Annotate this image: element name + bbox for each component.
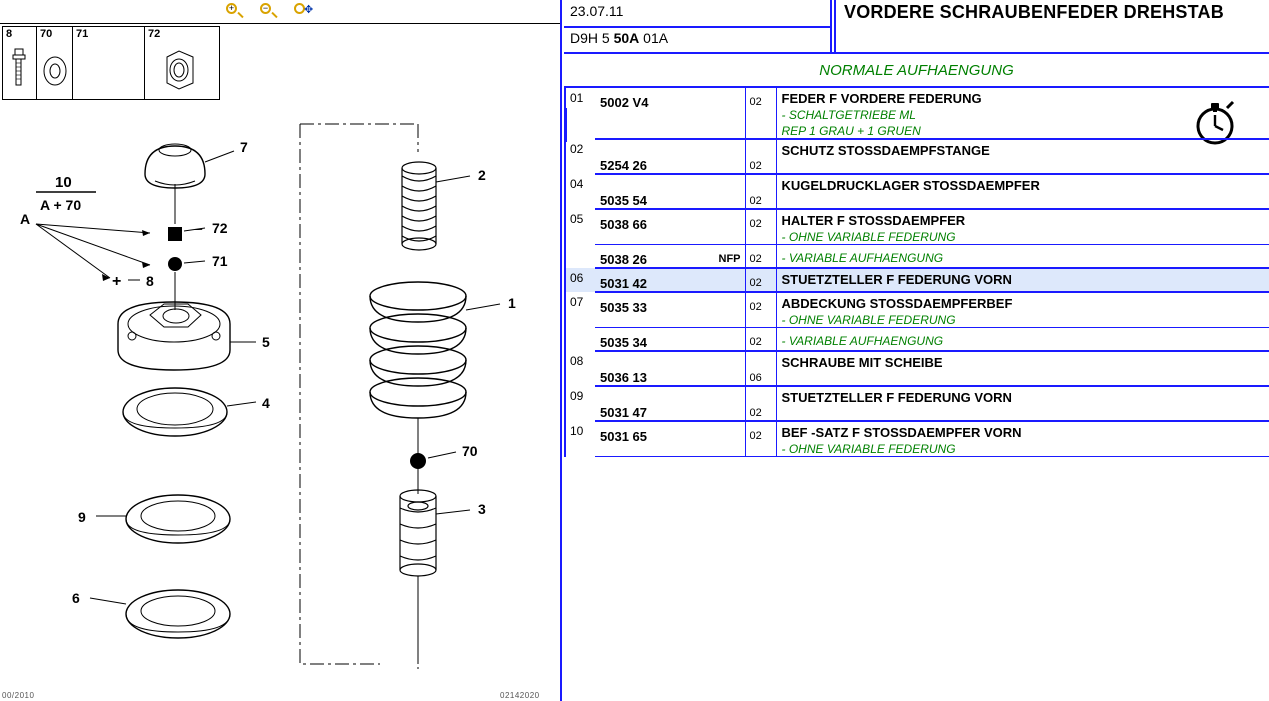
cell-position bbox=[565, 209, 595, 245]
cell-position bbox=[565, 328, 595, 352]
quantity-value: 02 bbox=[749, 430, 762, 442]
table-row-selected[interactable] bbox=[565, 268, 1269, 292]
table-row[interactable] bbox=[565, 386, 1269, 421]
parts-table bbox=[564, 88, 1269, 457]
cell-position bbox=[565, 88, 595, 139]
cell-reference bbox=[595, 351, 745, 386]
description-note: - SCHALTGETRIEBE ML bbox=[781, 108, 916, 122]
svg-text:A + 70: A + 70 bbox=[40, 197, 82, 213]
svg-text:70: 70 bbox=[462, 443, 478, 459]
reference-number: 5035 54 bbox=[600, 193, 647, 208]
exploded-parts-diagram[interactable] bbox=[0, 24, 560, 700]
cell-description bbox=[776, 245, 1269, 269]
cell-reference bbox=[595, 386, 745, 421]
description-note: REP 1 GRAU + 1 GRUEN bbox=[781, 124, 921, 138]
svg-text:72: 72 bbox=[212, 220, 228, 236]
cell-quantity bbox=[745, 421, 776, 457]
cell-reference bbox=[595, 245, 745, 269]
reference-number: 5002 V4 bbox=[600, 95, 649, 110]
legend-number: 72 bbox=[148, 28, 161, 40]
table-row-variant[interactable] bbox=[565, 328, 1269, 352]
position-number: 08 bbox=[570, 354, 584, 368]
reference-number: 5038 66 bbox=[600, 217, 647, 232]
reference-number: 5035 33 bbox=[600, 300, 647, 315]
description-text: ABDECKUNG STOSSDAEMPFERBEF bbox=[781, 296, 1013, 311]
zoom-out-icon[interactable] bbox=[259, 1, 281, 21]
description-text: STUETZTELLER F FEDERUNG VORN bbox=[781, 390, 1012, 405]
table-row-variant[interactable] bbox=[565, 245, 1269, 269]
quantity-value: 02 bbox=[749, 160, 762, 172]
minus-sign: − bbox=[262, 2, 269, 13]
svg-text:+: + bbox=[112, 273, 122, 290]
svg-text:4: 4 bbox=[262, 395, 270, 411]
position-number: 02 bbox=[570, 142, 584, 156]
svg-text:6: 6 bbox=[72, 590, 80, 606]
cell-reference bbox=[595, 421, 745, 457]
cell-position bbox=[565, 421, 595, 457]
cell-description bbox=[776, 209, 1269, 245]
quantity-value: 02 bbox=[749, 336, 762, 348]
reference-number: 5254 26 bbox=[600, 158, 647, 173]
header-code-prefix: D9H 5 bbox=[570, 30, 614, 46]
position-number: 04 bbox=[570, 177, 584, 191]
quantity-value: 02 bbox=[749, 277, 762, 289]
description-text: FEDER F VORDERE FEDERUNG bbox=[781, 91, 982, 106]
cell-description bbox=[776, 292, 1269, 328]
position-number: 07 bbox=[570, 295, 584, 309]
cell-quantity bbox=[745, 351, 776, 386]
quantity-value: 02 bbox=[749, 96, 762, 108]
svg-text:A: A bbox=[20, 211, 31, 227]
svg-text:71: 71 bbox=[212, 253, 228, 269]
cell-description bbox=[776, 88, 1269, 139]
quantity-value: 02 bbox=[749, 407, 762, 419]
header-title-cell bbox=[834, 0, 1269, 54]
description-text: SCHRAUBE MIT SCHEIBE bbox=[781, 355, 943, 370]
cell-description bbox=[776, 421, 1269, 457]
diagram-pane bbox=[0, 0, 562, 701]
table-row[interactable] bbox=[565, 174, 1269, 209]
plus-sign: + bbox=[228, 2, 235, 13]
position-number: 09 bbox=[570, 389, 584, 403]
header-date: 23.07.11 bbox=[570, 3, 624, 19]
cell-quantity bbox=[745, 174, 776, 209]
position-number: 10 bbox=[570, 424, 584, 438]
nfp-flag: NFP bbox=[718, 253, 741, 265]
cell-position bbox=[565, 351, 595, 386]
svg-text:3: 3 bbox=[478, 501, 486, 517]
page-title: VORDERE SCHRAUBENFEDER DREHSTAB bbox=[844, 2, 1224, 22]
zoom-in-icon[interactable] bbox=[225, 1, 247, 21]
reference-number: 5031 42 bbox=[600, 276, 647, 291]
cell-quantity bbox=[745, 209, 776, 245]
sub-header-label: NORMALE AUFHAENGUNG bbox=[819, 62, 1014, 79]
legend-number: 70 bbox=[40, 28, 53, 40]
reference-number: 5035 34 bbox=[600, 335, 647, 350]
header-code-bold: 50A bbox=[613, 30, 640, 46]
table-row[interactable] bbox=[565, 421, 1269, 457]
cell-position bbox=[565, 245, 595, 269]
cell-position bbox=[565, 139, 595, 174]
cell-description bbox=[776, 328, 1269, 352]
table-row[interactable] bbox=[565, 209, 1269, 245]
description-note: - VARIABLE AUFHAENGUNG bbox=[781, 251, 944, 265]
svg-text:2: 2 bbox=[478, 167, 486, 183]
cell-quantity bbox=[745, 292, 776, 328]
cell-reference bbox=[595, 292, 745, 328]
description-text: KUGELDRUCKLAGER STOSSDAEMPFER bbox=[781, 178, 1040, 193]
zoom-pan-icon[interactable] bbox=[293, 1, 315, 21]
cell-quantity bbox=[745, 245, 776, 269]
diagram-code-left: 00/2010 bbox=[2, 691, 35, 700]
quantity-value: 06 bbox=[749, 372, 762, 384]
cell-reference bbox=[595, 174, 745, 209]
table-row[interactable] bbox=[565, 351, 1269, 386]
header-left-block bbox=[564, 0, 832, 54]
header-code-suffix: 01A bbox=[639, 30, 669, 46]
cell-description bbox=[776, 386, 1269, 421]
svg-text:10: 10 bbox=[55, 174, 72, 191]
description-text: HALTER F STOSSDAEMPFER bbox=[781, 213, 966, 228]
magnifier-handle bbox=[237, 12, 243, 18]
cell-quantity bbox=[745, 328, 776, 352]
table-row[interactable] bbox=[565, 292, 1269, 328]
parts-header bbox=[564, 0, 1269, 54]
description-note: - OHNE VARIABLE FEDERUNG bbox=[781, 230, 956, 244]
cell-reference bbox=[595, 268, 745, 292]
position-number: 06 bbox=[570, 271, 584, 285]
cell-reference bbox=[595, 88, 745, 139]
svg-text:9: 9 bbox=[78, 509, 86, 525]
position-number: 05 bbox=[570, 212, 584, 226]
header-divider bbox=[564, 26, 832, 28]
reference-number: 5031 47 bbox=[600, 405, 647, 420]
sub-header bbox=[564, 54, 1269, 88]
cell-description bbox=[776, 174, 1269, 209]
cell-reference bbox=[595, 139, 745, 174]
quantity-value: 02 bbox=[749, 301, 762, 313]
svg-text:1: 1 bbox=[508, 295, 516, 311]
move-arrows-icon: ✥ bbox=[304, 4, 314, 16]
description-text: BEF -SATZ F STOSSDAEMPFER VORN bbox=[781, 425, 1022, 440]
diagram-toolbar bbox=[0, 0, 560, 24]
description-note: - OHNE VARIABLE FEDERUNG bbox=[781, 313, 956, 327]
svg-text:7: 7 bbox=[240, 139, 248, 155]
description-text: STUETZTELLER F FEDERUNG VORN bbox=[781, 272, 1012, 287]
zoom-button-group bbox=[225, 1, 315, 21]
reference-number: 5031 65 bbox=[600, 429, 647, 444]
cell-description bbox=[776, 139, 1269, 174]
cell-position bbox=[565, 292, 595, 328]
cell-position bbox=[565, 268, 595, 292]
position-number: 01 bbox=[570, 91, 584, 105]
description-note: - VARIABLE AUFHAENGUNG bbox=[781, 334, 944, 348]
legend-number: 71 bbox=[76, 28, 89, 40]
cell-description bbox=[776, 268, 1269, 292]
cell-quantity bbox=[745, 139, 776, 174]
parts-list-pane bbox=[564, 0, 1269, 701]
legend-number: 8 bbox=[6, 28, 13, 40]
cell-position bbox=[565, 386, 595, 421]
description-text: SCHUTZ STOSSDAEMPFSTANGE bbox=[781, 143, 990, 158]
table-row[interactable] bbox=[565, 88, 1269, 139]
magnifier-handle bbox=[271, 12, 277, 18]
cell-reference bbox=[595, 328, 745, 352]
cell-reference bbox=[595, 209, 745, 245]
svg-text:–: – bbox=[195, 221, 203, 236]
reference-number: 5038 26 bbox=[600, 252, 647, 267]
cell-quantity bbox=[745, 268, 776, 292]
description-note: - OHNE VARIABLE FEDERUNG bbox=[781, 442, 956, 456]
quantity-value: 02 bbox=[749, 195, 762, 207]
diagram-code-right: 02142020 bbox=[500, 691, 540, 700]
header-code bbox=[570, 30, 668, 46]
cell-quantity bbox=[745, 88, 776, 139]
quantity-value: 02 bbox=[749, 218, 762, 230]
table-row[interactable] bbox=[565, 139, 1269, 174]
svg-text:8: 8 bbox=[146, 273, 154, 289]
reference-number: 5036 13 bbox=[600, 370, 647, 385]
cell-position bbox=[565, 174, 595, 209]
cell-description bbox=[776, 351, 1269, 386]
svg-text:5: 5 bbox=[262, 334, 270, 350]
parts-table-body bbox=[565, 88, 1269, 457]
quantity-value: 02 bbox=[749, 253, 762, 265]
cell-quantity bbox=[745, 386, 776, 421]
